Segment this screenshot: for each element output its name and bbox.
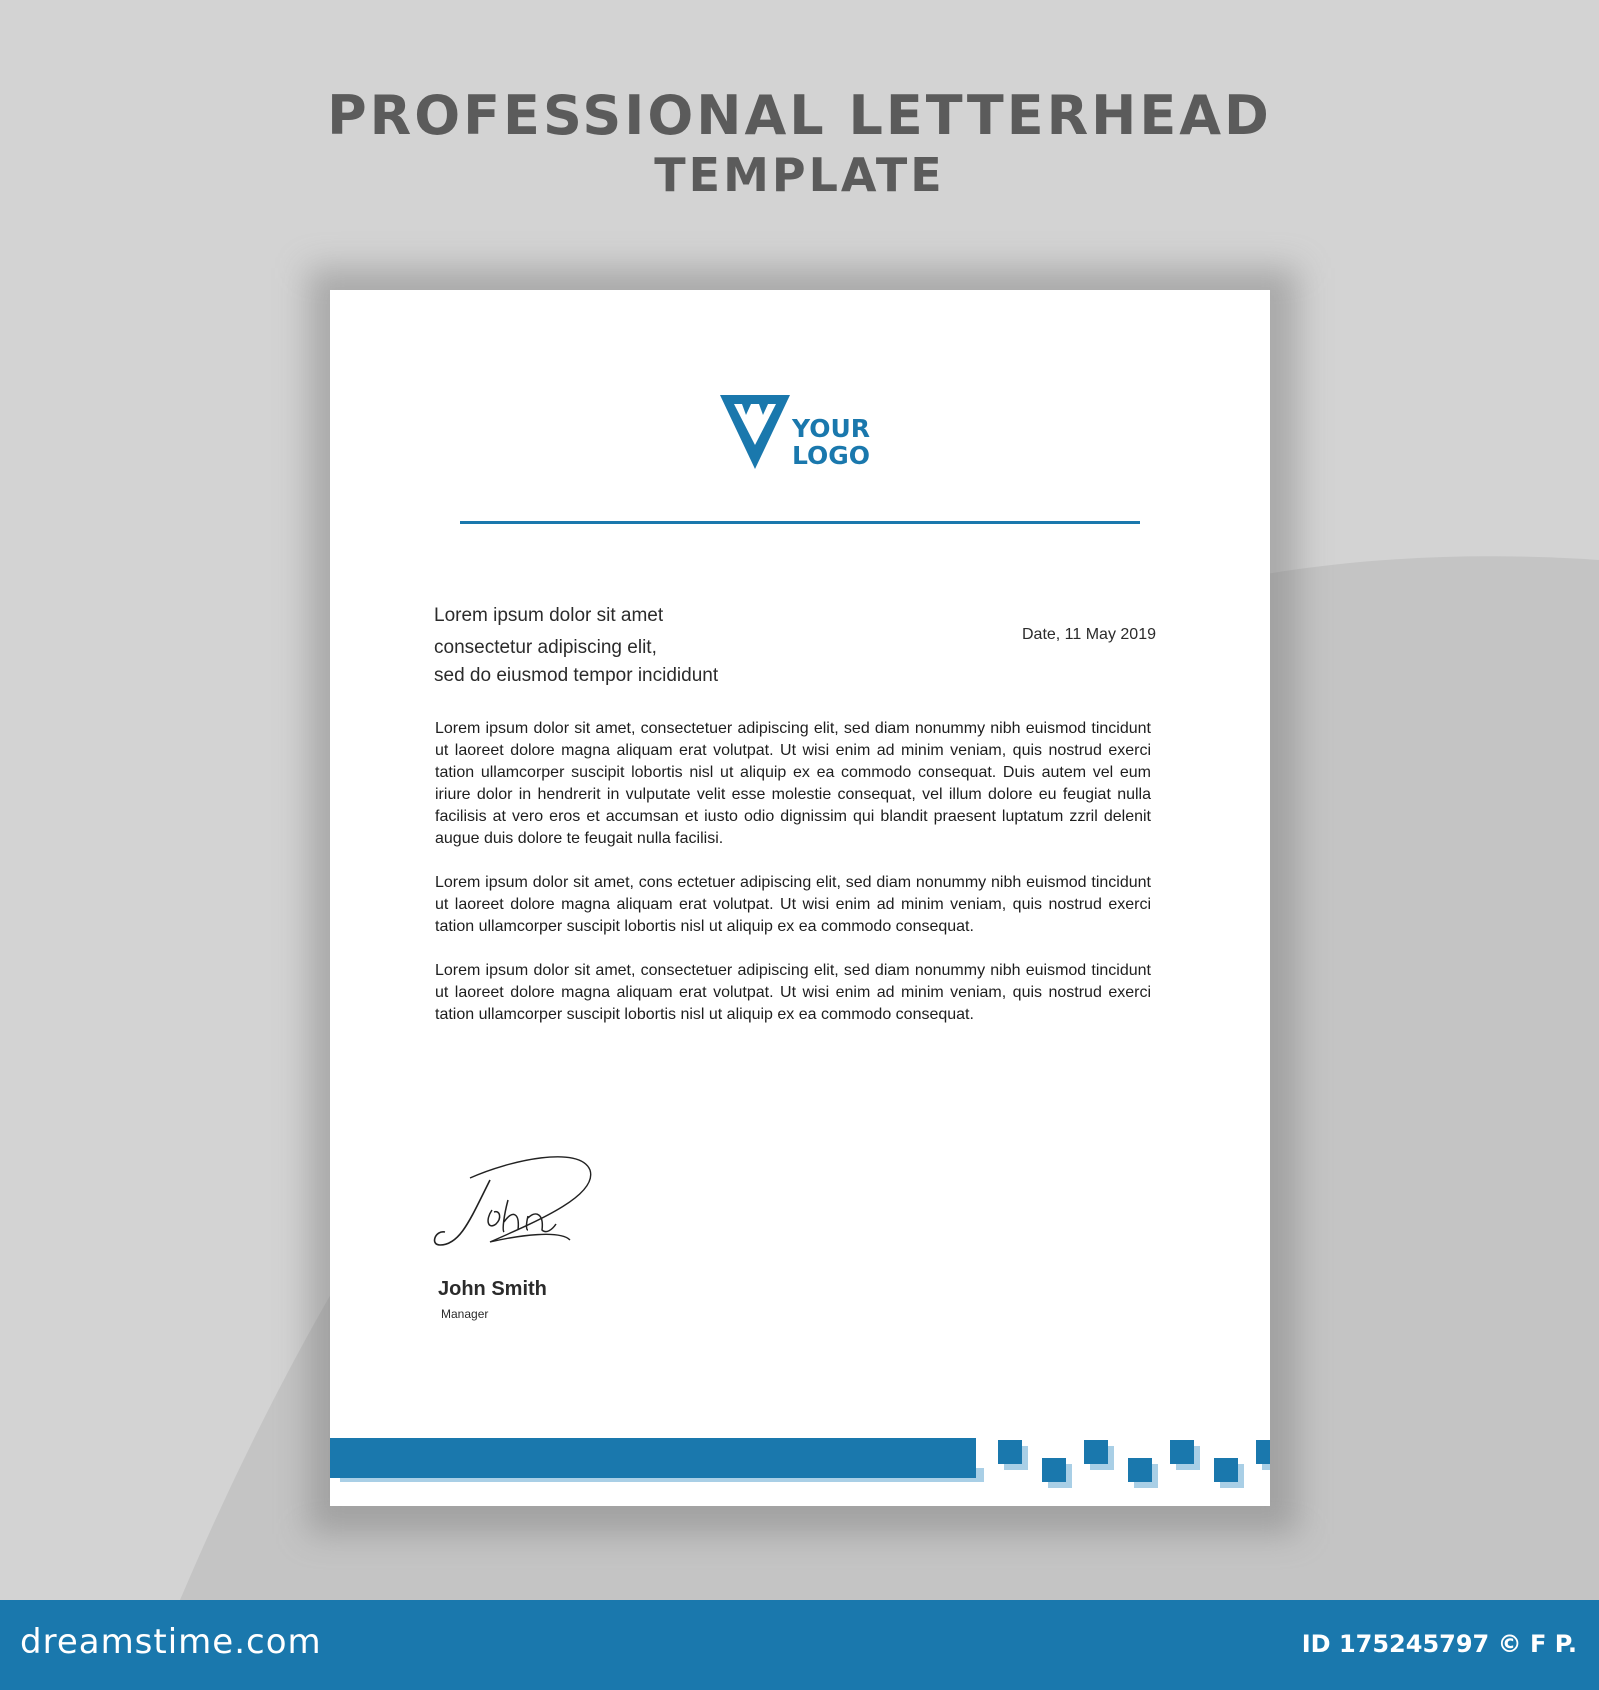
footer-square (1214, 1458, 1238, 1482)
logo-line2: LOGO (792, 441, 871, 470)
letter-date: Date, 11 May 2019 (1021, 626, 1156, 643)
logo-line1: YOUR (792, 414, 871, 443)
stock-footer-bar (0, 1600, 1599, 1690)
signer-title: Manager (441, 1307, 489, 1321)
signer-name: John Smith (438, 1278, 547, 1300)
stock-brand[interactable]: dreamstime.com (20, 1622, 322, 1662)
body-paragraph: Lorem ipsum dolor sit amet, consectetuer adipiscing elit, sed diam nonummy nibh euismod tincidunt ut laoreet dolore magna aliquam erat volutpat. Ut wisi enim ad minim veniam, quis nostrud exerci tation ullamcorper suscipit lobortis nisl ut aliquip ex ea commodo consequat. Duis autem vel eum iriure dolor in hendrerit in vulputate velit esse molestie consequat, vel illum dolore eu feugiat nulla facilisis at vero eros et accumsan et iusto odio dignissim qui blandit praesent luptatum zzril delenit augue duis dolore te feugait nulla facilisi. (435, 720, 1151, 847)
recipient-line: consectetur adipiscing elit, (434, 637, 657, 658)
body-paragraph: Lorem ipsum dolor sit amet, consectetuer adipiscing elit, sed diam nonummy nibh euismod tincidunt ut laoreet dolore magna aliquam erat volutpat. Ut wisi enim ad minim veniam, quis nostrud exerci tation ullamcorper suscipit lobortis nisl ut aliquip ex ea commodo consequat. (435, 962, 1151, 1023)
footer-square (998, 1440, 1022, 1464)
footer-square (1084, 1440, 1108, 1464)
footer-squares (330, 290, 1270, 1506)
footer-square (1042, 1458, 1066, 1482)
recipient-line: sed do eiusmod tempor incididunt (434, 665, 719, 686)
recipient-line: Lorem ipsum dolor sit amet (434, 605, 664, 626)
image-id: ID 175245797 © F P. (1301, 1630, 1577, 1658)
footer-square (1170, 1440, 1194, 1464)
page-heading-line2: TEMPLATE (654, 148, 945, 202)
footer-square (1256, 1440, 1270, 1464)
footer-square (1128, 1458, 1152, 1482)
page-heading-line1: PROFESSIONAL LETTERHEAD (327, 84, 1272, 147)
body-paragraph: Lorem ipsum dolor sit amet, cons ectetuer adipiscing elit, sed diam nonummy nibh euismod tincidunt ut laoreet dolore magna aliquam erat volutpat. Ut wisi enim ad minim veniam, quis nostrud exerci tation ullamcorper suscipit lobortis nisl ut aliquip ex ea commodo consequat. (435, 874, 1151, 935)
letterhead-page (330, 290, 1270, 1506)
